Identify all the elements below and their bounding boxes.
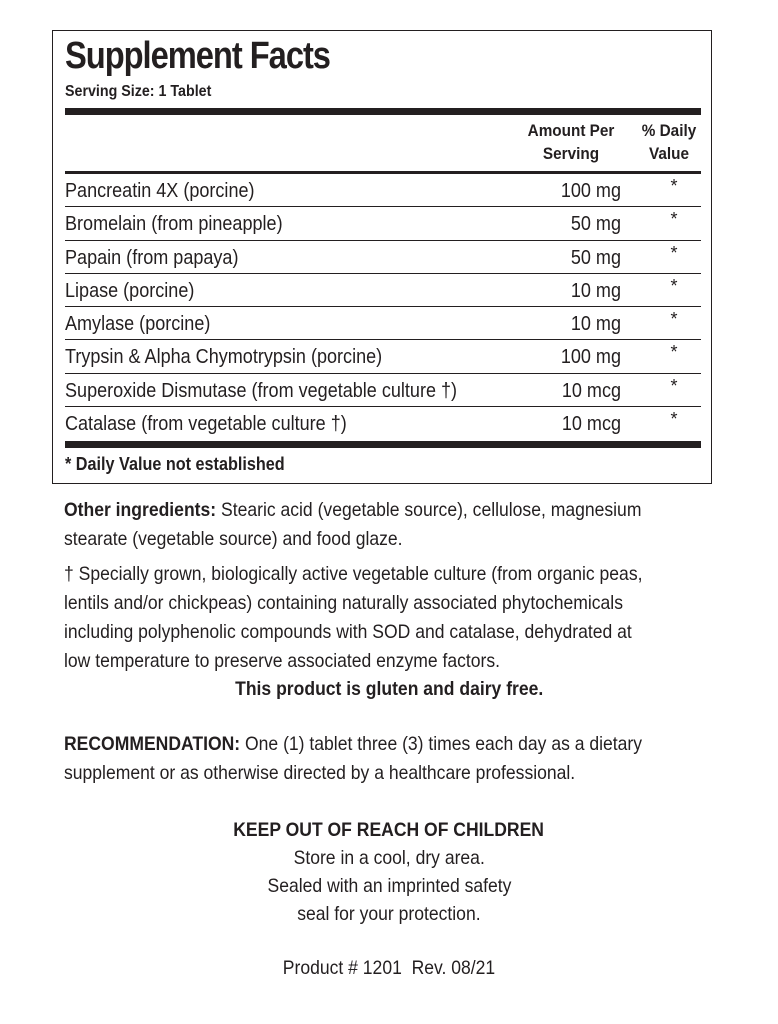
ingredient-amount: 50 mg (570, 212, 621, 236)
table-row (65, 407, 701, 440)
ingredient-name: Catalase (from vegetable culture †) (65, 412, 347, 436)
table-row (65, 174, 701, 207)
recommendation-text: One (1) tablet three (3) times each day as a dietary (240, 733, 643, 755)
other-ingredients (64, 496, 694, 554)
table-row (65, 207, 701, 240)
table-row (65, 274, 701, 307)
note-line: including polyphenolic compounds with SOD and catalase, dehydrated at (64, 621, 632, 643)
ingredient-amount: 100 mg (560, 345, 621, 369)
recommendation-label: RECOMMENDATION: (64, 733, 241, 755)
daily-value: * (670, 375, 678, 396)
other-ingredients-label: Other ingredients: (64, 499, 217, 521)
table-row (65, 307, 701, 340)
note-line: low temperature to preserve associated enzyme factors. (64, 650, 501, 672)
table-row (65, 374, 701, 407)
daily-value: * (670, 309, 678, 330)
ingredient-amount: 10 mg (570, 278, 621, 302)
daily-value: * (670, 409, 678, 430)
vegetable-culture-note (64, 560, 694, 676)
daily-value-column-header (633, 119, 705, 165)
other-ingredients-text: stearate (vegetable source) and food glaze. (64, 528, 403, 550)
ingredient-name: Bromelain (from pineapple) (65, 212, 283, 236)
nutrient-table (65, 174, 701, 440)
daily-value: * (670, 176, 678, 196)
ingredient-name: Amylase (porcine) (65, 312, 211, 336)
other-ingredients-line (64, 496, 694, 525)
table-row (65, 241, 701, 274)
panel-title: Supplement Facts (65, 35, 330, 77)
daily-value: * (670, 209, 678, 230)
ingredient-name: Papain (from papaya) (65, 245, 239, 269)
amount-header-line2: Serving (542, 144, 600, 163)
product-number (0, 957, 778, 980)
daily-value: * (670, 275, 678, 296)
ingredient-amount: 10 mg (570, 312, 621, 336)
ingredient-name: Superoxide Dismutase (from vegetable culture †) (65, 378, 458, 402)
other-ingredients-text: Stearic acid (vegetable source), cellulose, magnesium (216, 499, 642, 521)
ingredient-amount: 100 mg (560, 179, 621, 202)
top-thick-rule (65, 108, 701, 115)
recommendation-text: supplement or as otherwise directed by a healthcare professional. (64, 762, 576, 784)
warning-heading: KEEP OUT OF REACH OF CHILDREN (233, 819, 545, 841)
serving-size: Serving Size: 1 Tablet (65, 83, 212, 100)
ingredient-name: Trypsin & Alpha Chymotrypsin (porcine) (65, 345, 383, 369)
seal-text: seal for your protection. (297, 903, 481, 925)
storage-text: Store in a cool, dry area. (293, 847, 485, 869)
gluten-free-statement (0, 678, 778, 701)
recommendation-line (64, 730, 694, 759)
dv-header-line1: % Daily (641, 121, 697, 140)
ingredient-name: Lipase (porcine) (65, 278, 195, 302)
ingredient-amount: 10 mcg (561, 412, 621, 436)
ingredient-amount: 10 mcg (561, 378, 621, 402)
ingredient-name: Pancreatin 4X (porcine) (65, 179, 255, 202)
recommendation (64, 730, 694, 788)
bottom-thick-rule (65, 441, 701, 448)
product-number-text: Product # 1201 Rev. 08/21 (282, 957, 496, 979)
note-line: † Specially grown, biologically active vegetable culture (from organic peas, (64, 563, 643, 585)
seal-text: Sealed with an imprinted safety (267, 875, 511, 897)
daily-value: * (670, 342, 678, 363)
note-line: lentils and/or chickpeas) containing naturally associated phytochemicals (64, 592, 623, 614)
amount-column-header (517, 119, 625, 165)
daily-value: * (670, 242, 678, 263)
daily-value-footnote: * Daily Value not established (65, 454, 285, 474)
warning-block (0, 816, 778, 928)
ingredient-amount: 50 mg (570, 245, 621, 269)
dv-header-line2: Value (649, 144, 689, 163)
table-row (65, 340, 701, 373)
gluten-free-text: This product is gluten and dairy free. (234, 678, 544, 700)
supplement-facts-panel (52, 30, 712, 484)
amount-header-line1: Amount Per (527, 121, 615, 140)
